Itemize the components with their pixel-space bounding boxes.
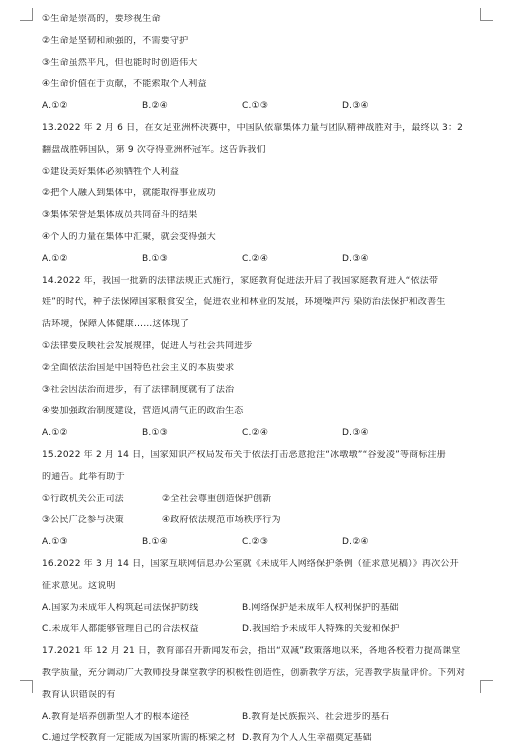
answer-options [42,428,484,439]
question-stem: 教育认识错误的有 [42,689,116,700]
option-c: C.②④ [242,428,269,439]
option-d: D.教育为个人人生幸福奠定基础 [242,733,372,744]
option-c: C.②④ [242,253,269,264]
question-14 [42,276,484,440]
question-stem: 17.2021 年 12 月 21 日，教育部召开新闻发布会，指出“双减”政策落地以来，各地各校着力提高课堂 [42,646,461,657]
answer-options [42,603,484,614]
choice-item: ③公民广泛参与决策 [42,515,124,526]
answer-options [42,254,484,265]
question-13 [42,123,484,265]
option-b: B.①③ [142,428,168,439]
option-d: D.我国给予未成年人特殊的关爱和保护 [242,624,400,635]
question-stem: 13.2022 年 2 月 6 日，在女足亚洲杯决赛中，中国队依靠集体力量与团队精神战胜对手，最终以 3：2 [42,122,464,133]
choice-item: ②全社会尊重创造保护创新 [162,493,272,504]
option-b: B.①③ [142,253,168,264]
option-b: B.①④ [142,537,168,548]
option-b: B.网络保护是未成年人权利保护的基础 [242,602,399,613]
option-b: B.教育是民族振兴、社会进步的基石 [242,711,390,722]
choice-item: ①建设美好集体必须牺牲个人利益 [42,166,180,177]
crop-mark-bottom-left [20,680,33,693]
option-d: D.②④ [342,537,369,548]
choice-items-row [42,515,484,526]
question-stem: 15.2022 年 2 月 14 日，国家知识产权局发布关于依法打击恶意抢注“冰墩墩”“谷爱凌”等商标注册 [42,449,446,460]
choice-item: ④要加强政治制度建设，营造风清气正的政治生态 [42,406,244,417]
question-16 [42,559,484,635]
option-a: A.①② [42,428,68,439]
question-15 [42,450,484,548]
option-c: C.①③ [242,101,269,112]
choice-item: ②把个人融入到集体中，就能取得事业成功 [42,188,216,199]
question-17 [42,646,484,744]
question-stem: 娃”的时代，种子法保障国家粮食安全，促进农业和林业的发展，环境噪声污 染防治法保护和改善生 [42,297,446,308]
option-c: C.未成年人都能够管理自己的合法权益 [42,624,199,635]
question-stem: 翻盘战胜韩国队，第 9 次夺得亚洲杯冠军。这告诉我们 [42,144,266,155]
choice-item: ②全面依法治国是中国特色社会主义的本质要求 [42,362,235,373]
choice-item: ④个人的力量在集体中汇聚，就会变得强大 [42,231,216,242]
option-c: C.②③ [242,537,269,548]
option-d: D.③④ [342,428,369,439]
choice-item: ①法律要反映社会发展规律，促进人与社会共同进步 [42,340,253,351]
option-a: A.教育是培养创新型人才的根本途径 [42,711,190,722]
option-c: C.通过学校教育一定能成为国家所需的栋梁之材 [42,733,236,744]
crop-mark-top-left [20,8,33,21]
question-stem: 的通告。此举有助于 [42,471,125,482]
choice-item: ④政府依法规范市场秩序行为 [162,515,281,526]
question-stem: 14.2022 年，我国一批新的法律法规正式施行，家庭教育促进法开启了我国家庭教育进入“依法带 [42,275,439,286]
choice-item: ③生命虽然平凡，但也能时时创造伟大 [42,57,198,68]
answer-options [42,101,484,112]
choice-item: ③集体荣誉是集体成员共同奋斗的结果 [42,210,198,221]
option-a: A.①② [42,101,68,112]
choice-items-row [42,494,484,505]
choice-item: ①生命是崇高的，要珍视生命 [42,14,161,24]
question-stem: 征求意见。这说明 [42,580,116,591]
choice-item: ③社会因法治而进步，有了法律制度就有了法治 [42,384,235,395]
question-stem: 活环境，保障人体健康……这体现了 [42,319,190,330]
choice-item: ②生命是坚韧和顽强的，不需要守护 [42,35,189,46]
question-stem: 教学质量，充分调动广大教师投身课堂教学的积极性创造性，创新教学方法，完善教学质量评价。下列对 [42,667,466,678]
question-stem: 16.2022 年 3 月 14 日，国家互联网信息办公室就《未成年人网络保护条例（征求意见稿）》再次公开 [42,558,459,569]
option-a: A.国家为未成年人构筑起司法保护防线 [42,602,199,613]
answer-options [42,733,484,744]
answer-options [42,712,484,723]
answer-options [42,624,484,635]
choice-item: ④生命价值在于贡献，不能索取个人利益 [42,79,207,90]
option-a: A.①② [42,253,68,264]
option-a: A.①③ [42,537,68,548]
option-b: B.②④ [142,101,168,112]
choice-item: ①行政机关公正司法 [42,493,124,504]
option-d: D.③④ [342,253,369,264]
question-12 [42,14,484,112]
document-page [42,14,484,755]
answer-options [42,537,484,548]
option-d: D.③④ [342,101,369,112]
